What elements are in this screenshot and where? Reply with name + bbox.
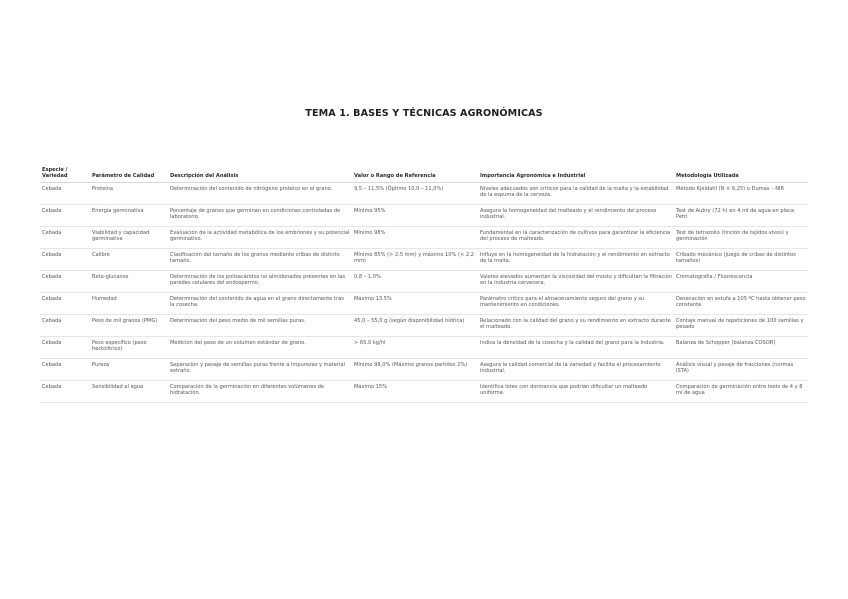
table-header-row <box>40 166 808 182</box>
cell-parameter: Pureza <box>90 358 168 380</box>
cell-parameter: Proteína <box>90 182 168 204</box>
cell-description: Determinación de los polisacáridos no almidonados presentes en las paredes celulares del endospermo. <box>168 270 352 292</box>
cell-reference: Mínimo 98% <box>352 226 478 248</box>
cell-method: Test de tetrazolio (tinción de tejidos vivos) y germinación <box>674 226 808 248</box>
cell-method: Contaje manual de repeticiones de 100 semillas y pesado <box>674 314 808 336</box>
cell-description: Separación y pesaje de semillas puras frente a impurezas y material extraño. <box>168 358 352 380</box>
cell-method: Método Kjeldahl (N × 6,25) o Dumas – NIR <box>674 182 808 204</box>
cell-importance: Fundamental en la caracterización de cultivos para garantizar la eficiencia del proceso de malteado. <box>478 226 674 248</box>
table-row <box>40 248 808 270</box>
cell-method: Cribado mecánico (juego de cribas de distintos tamaños) <box>674 248 808 270</box>
cell-importance: Influye en la homogeneidad de la hidratación y el rendimiento en extracto de la malta. <box>478 248 674 270</box>
cell-method: Análisis visual y pesaje de fracciones (normas ISTA) <box>674 358 808 380</box>
table-row <box>40 336 808 358</box>
cell-method: Comparación de germinación entre tests de 4 y 8 ml de agua <box>674 380 808 402</box>
cell-method: Cromatografía / Fluorescencia <box>674 270 808 292</box>
cell-species: Cebada <box>40 336 90 358</box>
cell-reference: 0,8 – 1,0% <box>352 270 478 292</box>
column-header-description: Descripción del Análisis <box>168 166 352 182</box>
cell-method: Desecación en estufa a 105 ºC hasta obtener peso constante <box>674 292 808 314</box>
column-header-parameter: Parámetro de Calidad <box>90 166 168 182</box>
cell-reference: 9,5 – 11,5% (Óptimo 10,0 – 11,0%) <box>352 182 478 204</box>
cell-parameter: Peso específico (peso hectolítrico) <box>90 336 168 358</box>
table-row <box>40 358 808 380</box>
table-row <box>40 204 808 226</box>
cell-parameter: Calibre <box>90 248 168 270</box>
cell-importance: Indica la densidad de la cosecha y la calidad del grano para la industria. <box>478 336 674 358</box>
cell-importance: Parámetro crítico para el almacenamiento seguro del grano y su mantenimiento en condiciones. <box>478 292 674 314</box>
cell-importance: Valores elevados aumentan la viscosidad del mosto y dificultan la filtración en la industria cervecera. <box>478 270 674 292</box>
cell-importance: Niveles adecuados son críticos para la calidad de la malta y la estabilidad de la espuma de la cerveza. <box>478 182 674 204</box>
cell-parameter: Sensibilidad al agua <box>90 380 168 402</box>
table-row <box>40 380 808 402</box>
cell-description: Porcentaje de granos que germinan en condiciones controladas de laboratorio. <box>168 204 352 226</box>
cell-species: Cebada <box>40 226 90 248</box>
cell-method: Balanza de Schopper (balanza COSOR) <box>674 336 808 358</box>
table-row <box>40 226 808 248</box>
table-row <box>40 292 808 314</box>
cell-species: Cebada <box>40 248 90 270</box>
column-header-method: Metodología Utilizada <box>674 166 808 182</box>
cell-species: Cebada <box>40 380 90 402</box>
cell-parameter: Peso de mil granos (PMG) <box>90 314 168 336</box>
cell-species: Cebada <box>40 292 90 314</box>
column-header-importance: Importancia Agronómica e Industrial <box>478 166 674 182</box>
cell-species: Cebada <box>40 358 90 380</box>
column-header-reference: Valor o Rango de Referencia <box>352 166 478 182</box>
cell-species: Cebada <box>40 182 90 204</box>
cell-importance: Identifica lotes con dormancia que podrían dificultar un malteado uniforme. <box>478 380 674 402</box>
table-row <box>40 314 808 336</box>
quality-parameters-table <box>40 166 808 403</box>
cell-parameter: Beta-glucanos <box>90 270 168 292</box>
cell-description: Medición del peso de un volumen estándar de grano. <box>168 336 352 358</box>
cell-reference: Mínimo 85% (> 2,5 mm) y máximo 10% (< 2,2 mm) <box>352 248 478 270</box>
cell-description: Comparación de la germinación en diferentes volúmenes de hidratación. <box>168 380 352 402</box>
cell-method: Test de Aubry (72 h) en 4 ml de agua en placa Petri <box>674 204 808 226</box>
cell-reference: > 65,0 kg/hl <box>352 336 478 358</box>
column-header-species: Especie / Variedad <box>40 166 90 182</box>
cell-description: Determinación del contenido de nitrógeno proteico en el grano. <box>168 182 352 204</box>
cell-reference: 45,0 – 55,0 g (según disponibilidad hídrica) <box>352 314 478 336</box>
cell-importance: Asegura la homogeneidad del malteado y el rendimiento del proceso industrial. <box>478 204 674 226</box>
cell-description: Evaluación de la actividad metabólica de los embriones y su potencial germinativo. <box>168 226 352 248</box>
cell-importance: Relacionado con la calidad del grano y su rendimiento en extracto durante el malteado. <box>478 314 674 336</box>
cell-species: Cebada <box>40 270 90 292</box>
cell-species: Cebada <box>40 314 90 336</box>
cell-reference: Máximo 13,5% <box>352 292 478 314</box>
cell-description: Determinación del peso medio de mil semillas puras. <box>168 314 352 336</box>
cell-description: Clasificación del tamaño de los granos mediante cribas de distinto tamaño. <box>168 248 352 270</box>
cell-reference: Máximo 15% <box>352 380 478 402</box>
cell-parameter: Humedad <box>90 292 168 314</box>
cell-reference: Mínimo 95% <box>352 204 478 226</box>
cell-species: Cebada <box>40 204 90 226</box>
cell-parameter: Viabilidad y capacidad germinativa <box>90 226 168 248</box>
table-row <box>40 182 808 204</box>
cell-reference: Mínimo 98,0% (Máximo granos partidos 2%) <box>352 358 478 380</box>
page-title: TEMA 1. BASES Y TÉCNICAS AGRONÓMICAS <box>305 108 543 119</box>
cell-importance: Asegura la calidad comercial de la variedad y facilita el procesamiento industrial. <box>478 358 674 380</box>
table-row <box>40 270 808 292</box>
cell-parameter: Energía germinativa <box>90 204 168 226</box>
cell-description: Determinación del contenido de agua en el grano directamente tras la cosecha. <box>168 292 352 314</box>
